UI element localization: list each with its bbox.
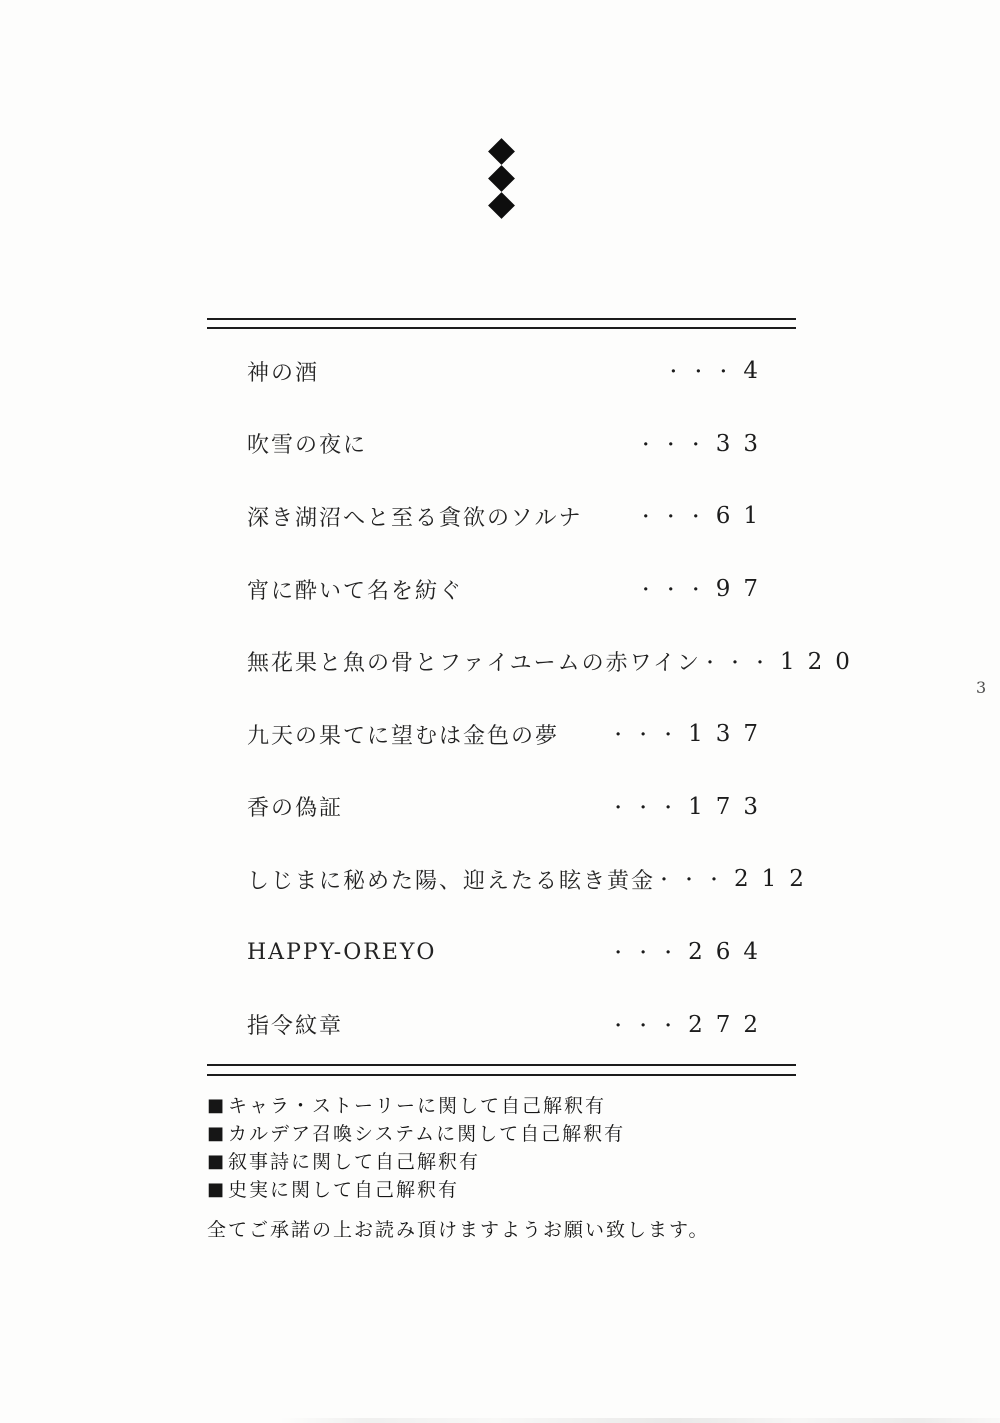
disclaimer-text: カルデア召喚システムに関して自己解釈有: [228, 1123, 626, 1145]
toc-entry-title: 九天の果てに望むは金色の夢: [247, 723, 560, 749]
toc-entry-pagecell: [609, 939, 771, 966]
toc-entry-pagecell: [609, 721, 771, 748]
toc-entry-page-number: 137: [688, 721, 771, 748]
toc-entry: [207, 988, 771, 1061]
toc-entry-title: 宵に酔いて名を紡ぐ: [247, 578, 464, 604]
leader-dots: ・・・: [664, 362, 740, 384]
disclaimer-text: 叙事詩に関して自己解釈有: [228, 1151, 481, 1173]
diamond-icon: [488, 192, 515, 219]
disclaimer-line: [207, 1120, 709, 1148]
toc-entry-title: 神の酒: [247, 360, 320, 386]
square-bullet-icon: ■: [207, 1151, 227, 1172]
toc-entry: [207, 480, 771, 553]
toc-entry-page-number: 264: [688, 939, 771, 966]
diamond-icon: [488, 138, 515, 165]
toc-entry-title: 香の偽証: [247, 796, 344, 822]
toc-entry-page-number: 120: [780, 648, 863, 675]
leader-dots: ・・・: [609, 797, 685, 819]
double-rule-top: [207, 318, 796, 329]
leader-dots: ・・・: [636, 507, 712, 529]
marginal-page-number: 3: [976, 678, 987, 697]
toc-entry-page-number: 33: [715, 430, 771, 457]
toc-entry: [207, 771, 771, 844]
leader-dots: ・・・: [636, 434, 712, 456]
disclaimer-closing: 全てご承諾の上お読み頂けますようお願い致します。: [207, 1219, 710, 1241]
disclaimer-text: キャラ・ストーリーに関して自己解釈有: [228, 1095, 607, 1117]
toc-entry-pagecell: [701, 648, 863, 675]
table-of-contents: [207, 335, 863, 1061]
square-bullet-icon: ■: [207, 1123, 227, 1144]
toc-entry-page-number: 4: [743, 358, 771, 385]
toc-entry-pagecell: [664, 358, 771, 385]
leader-dots: ・・・: [655, 870, 731, 892]
toc-entry: [207, 408, 771, 481]
square-bullet-icon: ■: [207, 1179, 227, 1200]
toc-entry-title: HAPPY-OREYO: [247, 939, 437, 965]
leader-dots: ・・・: [636, 580, 712, 602]
toc-entry-page-number: 212: [734, 866, 817, 893]
leader-dots: ・・・: [609, 725, 685, 747]
disclaimer-line: [207, 1148, 709, 1176]
toc-entry-pagecell: [655, 866, 817, 893]
toc-entry-page-number: 61: [715, 503, 771, 530]
toc-entry: [207, 843, 817, 916]
disclaimer-line: [207, 1176, 709, 1204]
toc-entry: [207, 553, 771, 626]
diamond-icon: [488, 165, 515, 192]
toc-entry: [207, 916, 771, 989]
toc-entry-page-number: 272: [688, 1011, 771, 1038]
leader-dots: ・・・: [701, 652, 777, 674]
toc-entry-title: 深き湖沼へと至る貪欲のソルナ: [247, 505, 583, 531]
disclaimer-line: [207, 1092, 709, 1120]
toc-entry: [207, 698, 771, 771]
scan-edge-artifact: [280, 1418, 1000, 1423]
disclaimer-text: 史実に関して自己解釈有: [228, 1179, 460, 1201]
toc-entry: [207, 335, 771, 408]
toc-entry: [207, 625, 863, 698]
toc-entry-title: しじまに秘めた陽、迎えたる眩き黄金: [247, 868, 656, 894]
toc-entry-page-number: 97: [715, 576, 771, 603]
double-rule-bottom: [207, 1064, 796, 1076]
toc-entry-title: 吹雪の夜に: [247, 433, 368, 459]
toc-entry-pagecell: [609, 793, 771, 820]
toc-entry-title: 無花果と魚の骨とファイユームの赤ワイン: [247, 651, 702, 677]
leader-dots: ・・・: [609, 943, 685, 965]
disclaimer-notes: [207, 1092, 709, 1244]
toc-entry-pagecell: [609, 1011, 771, 1038]
toc-entry-title: 指令紋章: [247, 1014, 344, 1040]
leader-dots: ・・・: [609, 1015, 685, 1037]
toc-entry-pagecell: [636, 576, 771, 603]
toc-entry-pagecell: [636, 503, 771, 530]
toc-entry-page-number: 173: [688, 793, 771, 820]
square-bullet-icon: ■: [207, 1095, 227, 1116]
toc-entry-pagecell: [636, 430, 771, 457]
